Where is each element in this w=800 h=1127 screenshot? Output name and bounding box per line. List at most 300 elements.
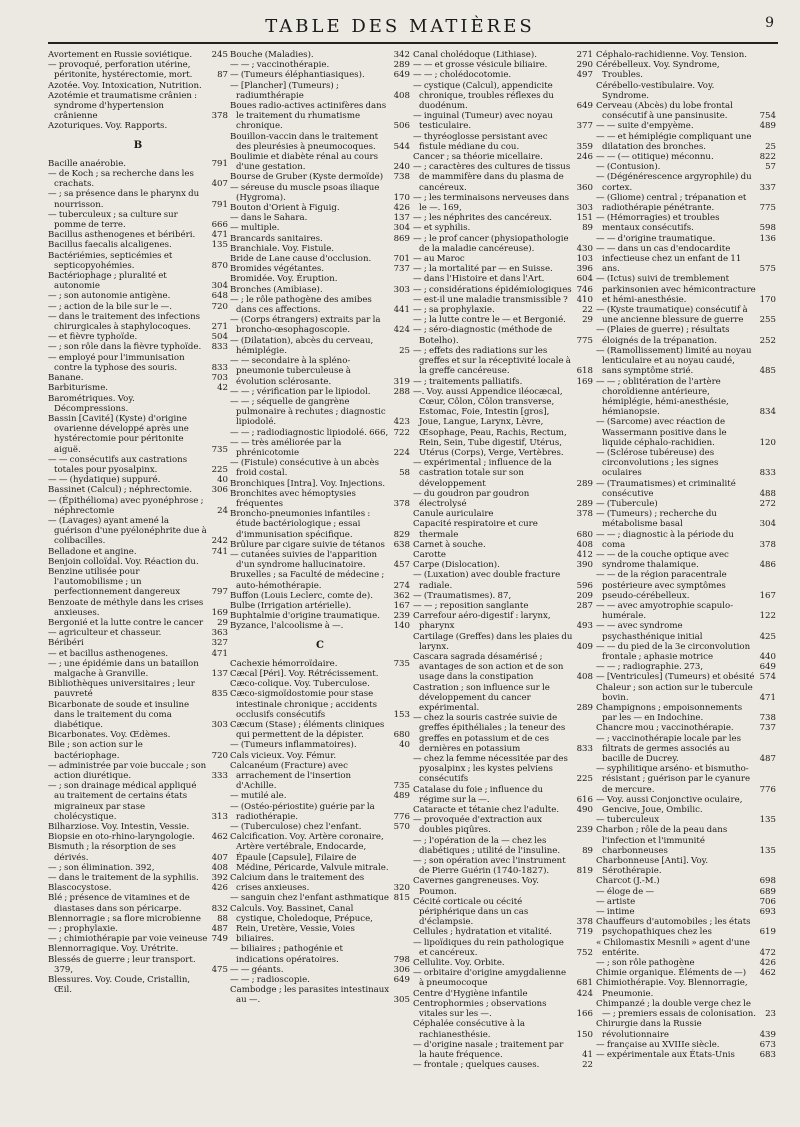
entry-text: — ; sa présence dans le pharynx du nourrisson.: [48, 189, 200, 210]
entry-page-number: 737: [759, 723, 776, 734]
index-entry: [230, 985, 410, 1005]
index-entry: [48, 547, 228, 557]
entry-page-number: 42: [217, 383, 228, 394]
entry-text: Cataracte et tétanie chez l'adulte.: [413, 805, 560, 816]
entry-page-number: 462: [211, 832, 228, 843]
entry-text: Bouton d'Orient à Figuig.: [230, 203, 340, 214]
entry-text: — ; caractères des cultures de tissus de mammifère dans du plasma de cancéreux.: [413, 162, 571, 193]
entry-page-number: 29: [217, 617, 228, 628]
entry-text: — orbitaire d'origine amygdalienne à pneumocoque: [413, 968, 567, 989]
index-entry: [596, 530, 776, 550]
entry-text: — expérimentale aux États-Unis: [596, 1049, 735, 1060]
index-entry: [596, 764, 776, 795]
index-entry: [230, 203, 410, 213]
entry-page-number: 137: [393, 213, 410, 224]
index-entry: [230, 132, 410, 152]
entry-page-number: 224: [393, 447, 410, 458]
index-entry: [48, 121, 228, 131]
entry-text: Bergonié et la lutte contre le cancer: [48, 617, 204, 628]
entry-page-number: 487: [759, 754, 776, 765]
index-entry: [230, 315, 410, 335]
entry-text: — — secondaire à la spléno-pneumonie tuberculeuse à évolution sclérosante.: [230, 356, 351, 387]
entry-page-number: 25: [765, 141, 776, 152]
entry-text: Chauffeurs d'automobiles ; les états psychopathiques chez les: [596, 917, 751, 938]
index-entry: [230, 101, 410, 132]
index-entry: [230, 479, 410, 489]
entry-page-number: 815: [393, 893, 410, 904]
index-column-2: [230, 50, 410, 1115]
index-entry: [48, 557, 228, 567]
index-entry: [596, 50, 776, 60]
index-entry: [48, 240, 228, 250]
entry-text: — (Contusion).: [596, 162, 661, 173]
entry-page-number: 776: [759, 784, 776, 795]
entry-text: Bulbe (Irrigation artérielle).: [230, 600, 352, 611]
entry-text: — — (— otitique) méconnu.: [596, 152, 714, 163]
index-entry: [48, 924, 228, 934]
entry-page-number: 40: [217, 475, 228, 486]
index-entry: [48, 50, 228, 60]
entry-text: — ; son rôle dans la fièvre typhoïde.: [48, 342, 202, 353]
index-entry: [230, 438, 410, 458]
entry-text: — ; séro-diagnostic (méthode de Botelho).: [413, 325, 553, 346]
entry-text: Castration ; son influence sur le développement du cancer expérimental.: [413, 682, 550, 713]
index-entry: [596, 346, 776, 377]
index-entry: [48, 414, 228, 455]
entry-page-number: 424: [576, 988, 593, 999]
index-entry: [413, 254, 593, 264]
entry-page-number: 471: [211, 648, 228, 659]
entry-page-number: 306: [211, 485, 228, 496]
entry-page-number: 245: [211, 50, 228, 60]
entry-text: Brancards sanitaires.: [230, 233, 323, 244]
index-entry: [413, 550, 593, 560]
entry-page-number: 412: [576, 549, 593, 560]
entry-text: Avortement en Russie soviétique.: [48, 50, 193, 60]
entry-page-number: 378: [576, 509, 593, 520]
entry-text: — (Tuberculose) chez l'enfant.: [230, 822, 362, 833]
index-entry: [413, 234, 593, 254]
entry-page-number: 619: [759, 927, 776, 938]
entry-page-number: 493: [576, 621, 593, 632]
entry-text: — et syphilis.: [413, 223, 471, 234]
entry-text: Béribéri: [48, 638, 84, 649]
entry-text: Bronchiques [Intra]. Voy. Injections.: [230, 478, 386, 489]
entry-text: Cambodge ; les parasites intestinaux au —.: [230, 985, 390, 1006]
entry-page-number: 439: [759, 1029, 776, 1040]
index-entry: [48, 353, 228, 373]
index-entry: [596, 795, 776, 815]
entry-page-number: 140: [393, 621, 410, 632]
index-entry: [413, 325, 593, 345]
entry-text: Bromidée. Voy. Éruption.: [230, 274, 338, 285]
entry-text: Bassinet (Calcul) ; néphrectomie.: [48, 485, 192, 496]
entry-page-number: 649: [576, 101, 593, 112]
entry-text: — [Plancher] (Tumeurs) ; radiumthérapie: [230, 80, 339, 101]
entry-page-number: 797: [211, 587, 228, 598]
entry-text: Catalase du foie ; influence du régime sur la —.: [413, 784, 544, 805]
entry-page-number: 735: [211, 444, 228, 455]
index-entry: [230, 611, 410, 621]
index-entry: [230, 822, 410, 832]
index-entry: [48, 893, 228, 913]
entry-text: — provoqué, perforation utérine, péritonite, hystérectomie, mort.: [48, 60, 193, 81]
index-entry: [48, 394, 228, 414]
letter-heading: C: [316, 639, 324, 651]
entry-text: Cartilage (Greffes) dans les plaies du larynx.: [413, 631, 573, 652]
index-entry: [230, 761, 410, 792]
entry-page-number: 304: [759, 519, 776, 530]
index-entry: [413, 305, 593, 315]
entry-page-number: 225: [576, 774, 593, 785]
entry-page-number: 392: [211, 873, 228, 884]
index-entry: [230, 81, 410, 101]
entry-text: — (Tumeurs) ; recherche du métabolisme basal: [596, 509, 717, 530]
entry-page-number: 440: [759, 651, 776, 662]
entry-text: Bicarbonates. Voy. Œdèmes.: [48, 730, 171, 741]
index-entry: [413, 132, 593, 152]
entry-text: — — ; séquelle de gangrène pulmonaire à rechutes ; diagnostic lipiodolé.: [230, 396, 386, 428]
entry-text: — éloge de —: [596, 886, 655, 897]
entry-text: Bourse de Gruber (Kyste dermoïde): [230, 172, 384, 183]
entry-page-number: 833: [759, 468, 776, 479]
entry-page-number: 829: [393, 529, 410, 540]
entry-text: Bromides végétantes.: [230, 264, 325, 275]
entry-page-number: 377: [576, 121, 593, 132]
entry-text: — ; une épidémie dans un bataillon malgache à Granville.: [48, 658, 199, 679]
index-entry: [230, 70, 410, 80]
entry-text: — ; les terminaisons nerveuses dans le —. 169,: [413, 192, 570, 214]
entry-text: Barbiturisme.: [48, 383, 109, 394]
index-entry: [413, 989, 593, 999]
index-entry: [413, 315, 593, 325]
index-entry: [413, 81, 593, 112]
entry-page-number: 441: [393, 305, 410, 316]
entry-page-number: 833: [211, 362, 228, 373]
entry-text: — du goudron par goudron électrolysé: [413, 488, 530, 509]
index-entry: [596, 101, 776, 121]
index-entry: [230, 751, 410, 761]
index-entry: [413, 652, 593, 683]
entry-text: Cellules ; hydratation et vitalité.: [413, 927, 552, 938]
index-entry: [413, 162, 593, 193]
entry-page-number: 327: [211, 638, 228, 649]
entry-text: Biopsie en oto-rhino-laryngologie.: [48, 832, 195, 843]
entry-text: — — ; diagnostic à la période du coma: [596, 529, 734, 550]
entry-text: Bilharziose. Voy. Intestin, Vessie.: [48, 822, 190, 833]
entry-text: Buphtalmie d'origine traumatique.: [230, 611, 380, 622]
index-entry: [596, 244, 776, 275]
entry-text: Bronches (Amibiase).: [230, 284, 323, 295]
index-entry: [230, 489, 410, 509]
entry-text: — — avec amyotrophie scapulo-humérale.: [596, 600, 734, 622]
index-entry: [48, 730, 228, 740]
index-entry: [413, 285, 593, 295]
index-entry: [48, 516, 228, 547]
entry-text: Chimie organique. Éléments de —): [596, 968, 747, 979]
index-entry: [413, 1060, 593, 1070]
entry-page-number: 596: [576, 580, 593, 591]
entry-page-number: 40: [399, 740, 410, 751]
index-entry: [48, 700, 228, 731]
entry-text: — sanguin chez l'enfant asthmatique: [230, 893, 390, 904]
entry-text: Cascara sagrada désamérisé ; avantages de son action et de son usage dans la constipation: [413, 651, 564, 683]
entry-text: — cutanées suivies de l'apparition d'un syndrome hallucinatoire.: [230, 549, 378, 571]
entry-page-number: 689: [759, 886, 776, 897]
entry-page-number: 246: [576, 152, 593, 163]
entry-text: Azotémie et traumatisme crânien : syndrome d'hypertension crânienne: [48, 90, 198, 122]
index-entry: [413, 968, 593, 988]
index-entry: [413, 152, 593, 162]
index-entry: [596, 672, 776, 682]
entry-text: Benzoate de méthyle dans les crises anxieuses.: [48, 597, 204, 618]
index-entry: [596, 172, 776, 192]
index-entry: [230, 234, 410, 244]
entry-text: Blessés de guerre ; leur transport. 379,: [48, 954, 196, 975]
entry-page-number: 271: [211, 322, 228, 333]
index-entry: [230, 295, 410, 315]
entry-page-number: 426: [393, 203, 410, 214]
entry-text: — (Sclérose tubéreuse) des circonvolutions ; les signes oculaires: [596, 447, 719, 479]
entry-page-number: 648: [211, 291, 228, 302]
header-rule: [48, 42, 778, 44]
entry-page-number: 775: [576, 335, 593, 346]
entry-page-number: 319: [393, 376, 410, 387]
entry-text: Cérébelleux. Voy. Syndrome, Troubles.: [596, 60, 720, 81]
index-entry: [48, 822, 228, 832]
entry-text: — Voy. aussi Conjonctive oculaire, Gencive, Joue, Ombilic.: [596, 794, 743, 816]
entry-text: — artiste: [596, 896, 636, 907]
index-entry: [413, 519, 593, 539]
index-entry: [230, 601, 410, 611]
entry-page-number: 472: [759, 947, 776, 958]
index-entry: [230, 428, 410, 438]
entry-page-number: 426: [211, 883, 228, 894]
entry-page-number: 407: [211, 179, 228, 190]
index-entry: [230, 669, 410, 679]
entry-page-number: 22: [582, 1060, 593, 1071]
entry-page-number: 869: [393, 233, 410, 244]
entry-text: Blennorragie ; sa flore microbienne: [48, 913, 202, 924]
entry-text: Bacillus asthenogenes et béribéri.: [48, 230, 196, 241]
entry-page-number: 304: [393, 223, 410, 234]
entry-text: — ; son autonomie antigène.: [48, 291, 171, 302]
entry-text: — séreuse du muscle psoas iliaque (Hygroma).: [230, 182, 380, 203]
index-entry: [413, 50, 593, 60]
index-entry: [48, 781, 228, 822]
index-entry: [230, 50, 410, 60]
entry-page-number: 706: [759, 896, 776, 907]
index-entry: [230, 223, 410, 233]
index-entry: [48, 618, 228, 628]
entry-text: Canule auriculaire: [413, 509, 494, 520]
index-entry: [230, 274, 410, 284]
entry-text: — — ; radiographie. 273,: [596, 662, 704, 673]
entry-page-number: 683: [759, 1049, 776, 1060]
entry-text: — cystique (Calcul), appendicite chronique, troubles réflexes du duodénum.: [413, 80, 554, 112]
entry-text: — — et grosse vésicule biliaire.: [413, 60, 548, 71]
index-entry: [413, 60, 593, 70]
entry-text: — (Fistule) consécutive à un abcès froid costal.: [230, 458, 380, 479]
index-entry: [48, 649, 228, 659]
index-entry: [48, 455, 228, 475]
entry-page-number: 151: [576, 213, 593, 224]
entry-page-number: 24: [217, 505, 228, 516]
entry-page-number: 489: [759, 121, 776, 132]
entry-page-number: 425: [759, 631, 776, 642]
index-entry: [230, 264, 410, 274]
index-entry: [413, 713, 593, 754]
entry-page-number: 240: [393, 162, 410, 173]
index-entry: [230, 285, 410, 295]
index-entry: [596, 907, 776, 917]
entry-page-number: 471: [211, 230, 228, 241]
entry-text: Buffon (Louis Leclerc, comte de).: [230, 590, 373, 601]
entry-page-number: 242: [211, 536, 228, 547]
index-entry: [48, 883, 228, 893]
entry-text: Cancer ; sa théorie micellaire.: [413, 152, 543, 163]
index-entry: [413, 295, 593, 305]
index-entry: [48, 863, 228, 873]
entry-page-number: 791: [211, 199, 228, 210]
index-entry: [48, 475, 228, 485]
entry-page-number: 832: [211, 903, 228, 914]
entry-text: — et bacillus asthenogenes.: [48, 648, 169, 659]
index-entry: [48, 169, 228, 189]
entry-text: — — ; oblitération de l'artère choroïdienne antérieure, hémiplégie, hémi-anesthésie, hémianopsie.: [596, 376, 729, 418]
entry-page-number: 303: [393, 284, 410, 295]
entry-text: Centrophormies ; observations vitales sur les —.: [413, 998, 547, 1020]
entry-text: Charbon ; rôle de la peau dans l'infection et l'immunité charbonneuses: [596, 825, 728, 856]
index-entry: [230, 336, 410, 356]
entry-page-number: 544: [393, 141, 410, 152]
entry-text: — — dans un cas d'endocardite infectieuse chez un enfant de 11 ans.: [596, 243, 742, 275]
entry-text: — lipoïdiques du rein pathologique et cancéreux.: [413, 937, 564, 958]
entry-text: — — avec syndrome psychasthénique initial: [596, 621, 703, 642]
entry-text: — frontale ; quelques causes.: [413, 1060, 540, 1071]
entry-page-number: 153: [393, 709, 410, 720]
entry-page-number: 426: [759, 958, 776, 969]
entry-text: Cæcum (Stase) ; éléments cliniques qui permettent de la dépister.: [230, 720, 385, 741]
index-entry: [48, 567, 228, 598]
index-entry: [596, 1040, 776, 1050]
index-entry: [230, 183, 410, 203]
entry-text: — — d'origine traumatique.: [596, 233, 716, 244]
entry-page-number: 271: [576, 50, 593, 60]
entry-text: — agriculteur et chasseur.: [48, 628, 162, 639]
index-entry: [413, 927, 593, 937]
entry-text: — expérimental ; influence de la castration totale sur son développement: [413, 458, 552, 489]
index-entry: [48, 679, 228, 699]
index-entry: [48, 934, 228, 944]
entry-text: — mutilé ale.: [230, 791, 287, 802]
entry-text: — (Sarcome) avec réaction de Wassermann positive dans le liquide céphalo-rachidien.: [596, 417, 727, 448]
entry-text: Carotte: [413, 549, 446, 560]
entry-text: Barométriques. Voy. Décompressions.: [48, 393, 135, 414]
entry-page-number: 430: [576, 243, 593, 254]
index-entry: [596, 193, 776, 213]
index-entry: [48, 659, 228, 679]
entry-page-number: 363: [211, 628, 228, 639]
entry-page-number: 489: [393, 791, 410, 802]
entry-page-number: 150: [576, 1029, 593, 1040]
entry-text: Bouche (Maladies).: [230, 50, 314, 60]
entry-page-number: 775: [759, 203, 776, 214]
index-entry: [48, 383, 228, 393]
index-entry: [48, 761, 228, 781]
entry-page-number: 570: [393, 822, 410, 833]
entry-text: — — ; vaccinothérapie.: [230, 60, 330, 71]
index-entry: [230, 244, 410, 254]
entry-text: — (Tumeurs inflammatoires).: [230, 740, 357, 751]
index-entry: [596, 152, 776, 162]
index-entry: [413, 999, 593, 1019]
index-entry: [48, 975, 228, 995]
entry-page-number: 289: [576, 498, 593, 509]
index-entry: [48, 230, 228, 240]
entry-text: — dans le Sahara.: [230, 213, 308, 224]
index-entry: [596, 417, 776, 448]
entry-text: — ; le prof cancer (physiopathologie de la maladie cancéreuse).: [413, 233, 569, 254]
index-entry: [413, 938, 593, 958]
entry-page-number: 359: [576, 141, 593, 152]
index-entry: [230, 550, 410, 570]
entry-text: — tuberculeux: [596, 815, 660, 826]
index-entry: [48, 485, 228, 495]
entry-page-number: 170: [393, 192, 410, 203]
index-entry: [596, 642, 776, 662]
entry-page-number: 333: [211, 771, 228, 782]
entry-page-number: 408: [211, 862, 228, 873]
index-entry: [230, 802, 410, 822]
entry-text: Blessures. Voy. Coude, Cristallin, Œil.: [48, 975, 191, 996]
entry-text: Champignons ; empoisonnements par les — en Indochine.: [596, 703, 743, 724]
index-entry: [230, 791, 410, 801]
index-entry: [596, 377, 776, 418]
entry-text: — — suite d'empyème.: [596, 121, 694, 132]
index-entry: [413, 876, 593, 896]
index-entry: [596, 60, 776, 80]
entry-text: Branchiale. Voy. Fistule.: [230, 243, 335, 254]
entry-text: Bactériophage ; pluralité et autonomie: [48, 271, 167, 292]
index-entry: [230, 740, 410, 750]
index-entry: [413, 591, 593, 601]
entry-page-number: 306: [393, 964, 410, 975]
entry-page-number: 618: [576, 366, 593, 377]
index-entry: [413, 897, 593, 928]
entry-text: — (Hémorragies) et troubles mentaux consécutifs.: [596, 213, 720, 234]
index-entry: [230, 397, 410, 428]
entry-text: Boues radio-actives actinifères dans le traitement du rhumatisme chronique.: [230, 101, 387, 132]
index-entry: [596, 550, 776, 570]
index-entry: [413, 458, 593, 489]
index-entry: [413, 346, 593, 377]
entry-page-number: 169: [576, 376, 593, 387]
entry-text: Cæco-colique. Voy. Tuberculose.: [230, 679, 370, 690]
entry-page-number: 25: [399, 345, 410, 356]
index-entry: [596, 325, 776, 345]
entry-text: — (Dilatation), abcès du cerveau, hémiplégie.: [230, 335, 374, 356]
entry-page-number: 749: [211, 934, 228, 945]
index-entry: [230, 387, 410, 397]
index-entry: [48, 638, 228, 648]
entry-page-number: 738: [759, 713, 776, 724]
entry-page-number: 490: [576, 805, 593, 816]
index-entry: [48, 332, 228, 342]
entry-page-number: 360: [576, 182, 593, 193]
entry-text: Cavernes gangreneuses. Voy. Poumon.: [413, 876, 539, 897]
index-entry: [596, 958, 776, 968]
